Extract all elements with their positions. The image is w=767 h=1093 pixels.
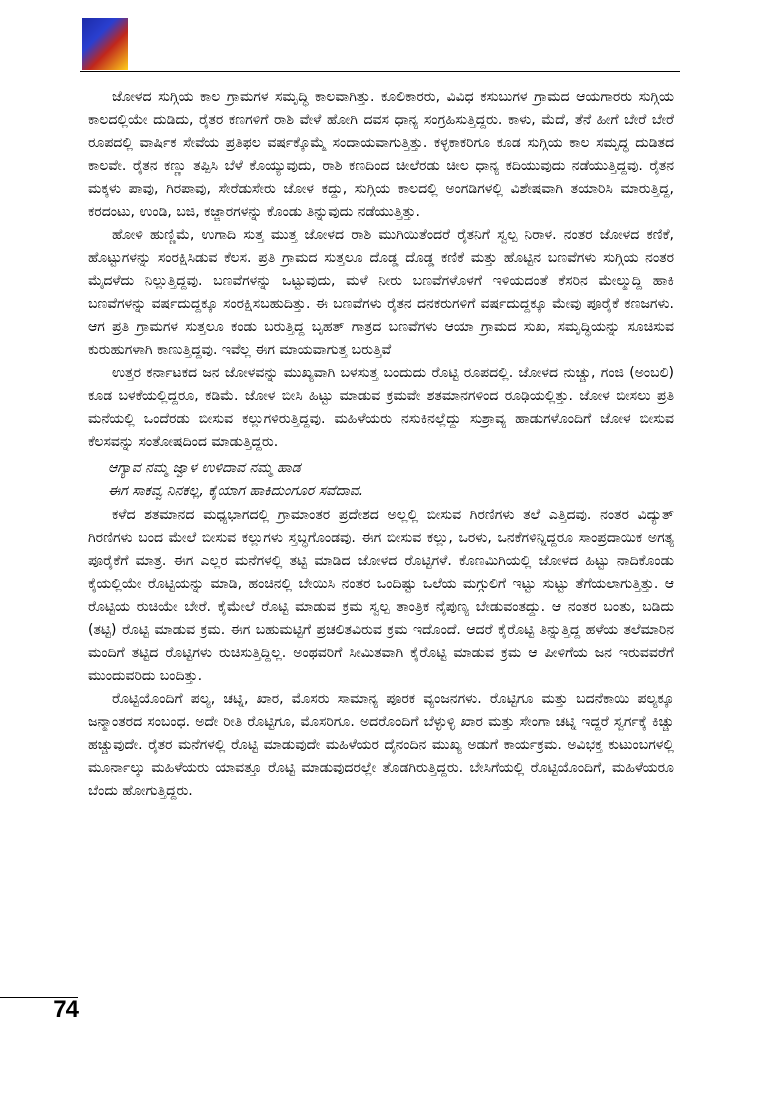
paragraph-5: ರೊಟ್ಟಿಯೊಂದಿಗೆ ಪಲ್ಯ, ಚಟ್ನಿ, ಖಾರ, ಮೊಸರು ಸಾಮಾನ್ಯ ಪೂರಕ ವ್ಯಂಜನಗಳು. ರೊಟ್ಟಿಗೂ ಮತ್ತು ಬದನೆಕಾಯಿ ಪಲ್ಯಕ್ಕೂ ಜನ್ಮಾಂತರದ ಸಂಬಂಧ. ಅದೇ ರೀತಿ ರೊಟ್ಟಿಗೂ, ಮೊಸರಿಗೂ. ಅದರೊಂದಿಗೆ ಬೆಳ್ಳುಳ್ಳಿ ಖಾರ ಮತ್ತು ಸೇಂಗಾ ಚಟ್ನಿ ಇದ್ದರೆ ಸ್ವರ್ಗಕ್ಕೆ ಕಿಚ್ಚು ಹಚ್ಚುವುದೇ. ರೈತರ ಮನೆಗಳಲ್ಲಿ ರೊಟ್ಟಿ ಮಾಡುವುದೇ ಮಹಿಳೆಯರ ದೈನಂದಿನ ಮುಖ್ಯ ಅಡುಗೆ ಕಾರ್ಯಕ್ರಮ. ಅವಿಭಕ್ತ ಕುಟುಂಬಗಳಲ್ಲಿ ಮೂರ್ನಾಲ್ಕು ಮಹಿಳೆಯರು ಯಾವತ್ತೂ ರೊಟ್ಟಿ ಮಾಡುವುದರಲ್ಲೇ ತೊಡಗಿರುತ್ತಿದ್ದರು. ಬೇಸಿಗೆಯಲ್ಲಿ ರೊಟ್ಟಿಯೊಂದಿಗೆ, ಮಹಿಳೆಯರೂ ಬೆಂದು ಹೋಗುತ್ತಿದ್ದರು. (88, 691, 674, 799)
poem-line-2: ಈಗ ಸಾಕವ್ವ ನಿನಕಲ್ಲ, ಕೈಯಾಗ ಹಾಕಿದುಂಗೂರ ಸವೆದಾವ. (108, 483, 364, 499)
paragraph-1: ಜೋಳದ ಸುಗ್ಗಿಯ ಕಾಲ ಗ್ರಾಮಗಳ ಸಮೃದ್ಧಿ ಕಾಲವಾಗಿತ್ತು. ಕೂಲಿಕಾರರು, ವಿವಿಧ ಕಸುಬುಗಳ ಗ್ರಾಮದ ಆಯಗಾರರು ಸುಗ್ಗಿಯ ಕಾಲದಲ್ಲಿಯೇ ದುಡಿದು, ರೈತರ ಕಣಗಳಿಗೆ ರಾಶಿ ವೇಳೆ ಹೋಗಿ ದವಸ ಧಾನ್ಯ ಸಂಗ್ರಹಿಸುತ್ತಿದ್ದರು. ಕಾಳು, ಮೆದೆ, ತೆನೆ ಹೀಗೆ ಬೇರೆ ಬೇರೆ ರೂಪದಲ್ಲಿ ವಾರ್ಷಿಕ ಸೇವೆಯ ಪ್ರತಿಫಲ ವರ್ಷಕ್ಕೊಮ್ಮೆ ಸಂದಾಯವಾಗುತ್ತಿತ್ತು. ಕಳ್ಳಕಾಕರಿಗೂ ಕೂಡ ಸುಗ್ಗಿಯ ಕಾಲ ಸಮೃದ್ಧ ದುಡಿತದ ಕಾಲವೇ. ರೈತನ ಕಣ್ಣು ತಪ್ಪಿಸಿ ಬೆಳೆ ಕೊಯ್ಯುವುದು, ರಾಶಿ ಕಣದಿಂದ ಚೀಲೆರಡು ಚೀಲ ಧಾನ್ಯ ಕದಿಯುವುದು ನಡೆಯುತ್ತಿದ್ದವು. ರೈತನ ಮಕ್ಕಳು ಪಾವು, ಗಿರಪಾವು, ಸೇರೆಡುಸೇರು ಜೋಳ ಕದ್ದು, ಸುಗ್ಗಿಯ ಕಾಲದಲ್ಲಿ ಅಂಗಡಿಗಳಲ್ಲಿ ವಿಶೇಷವಾಗಿ ತಯಾರಿಸಿ ಮಾರುತ್ತಿದ್ದ, ಕರದಂಟು, ಉಂಡಿ, ಬಜಿ, ಕಜ್ಜಾರಗಳನ್ನು ಕೊಂಡು ತಿನ್ನುವುದು ನಡೆಯುತ್ತಿತ್ತು. (88, 89, 674, 220)
paragraph-3: ಉತ್ತರ ಕರ್ನಾಟಕದ ಜನ ಜೋಳವನ್ನು ಮುಖ್ಯವಾಗಿ ಬಳಸುತ್ತ ಬಂದುದು ರೊಟ್ಟಿ ರೂಪದಲ್ಲಿ. ಜೋಳದ ನುಚ್ಚು, ಗಂಜಿ (ಅಂಬಲಿ) ಕೂಡ ಬಳಕೆಯಲ್ಲಿದ್ದರೂ, ಕಡಿಮೆ. ಜೋಳ ಬೀಸಿ ಹಿಟ್ಟು ಮಾಡುವ ಕ್ರಮವೇ ಶತಮಾನಗಳಿಂದ ರೂಢಿಯಲ್ಲಿತ್ತು. ಜೋಳ ಬೀಸಲು ಪ್ರತಿ ಮನೆಯಲ್ಲಿ ಒಂದೆರಡು ಬೀಸುವ ಕಲ್ಲುಗಳಿರುತ್ತಿದ್ದವು. ಮಹಿಳೆಯರು ನಸುಕಿನಲ್ಲೆದ್ದು ಸುಶ್ರಾವ್ಯ ಹಾಡುಗಳೊಂದಿಗೆ ಜೋಳ ಬೀಸುವ ಕೆಲಸವನ್ನು ಸಂತೋಷದಿಂದ ಮಾಡುತ್ತಿದ್ದರು. (88, 365, 674, 450)
poem-line-1: ಆಗ್ಯಾವ ನಮ್ಮ ಜ್ವಾಳ ಉಳಿದಾವ ನಮ್ಮ ಹಾಡ (108, 460, 301, 476)
paragraph-4: ಕಳೆದ ಶತಮಾನದ ಮಧ್ಯಭಾಗದಲ್ಲಿ ಗ್ರಾಮಾಂತರ ಪ್ರದೇಶದ ಅಲ್ಲಲ್ಲಿ ಬೀಸುವ ಗಿರಣಿಗಳು ತಲೆ ಎತ್ತಿದವು. ನಂತರ ವಿದ್ಯುತ್ ಗಿರಣಿಗಳು ಬಂದ ಮೇಲೆ ಬೀಸುವ ಕಲ್ಲುಗಳು ಸ್ತಬ್ಧಗೊಂಡವು. ಈಗ ಬೀಸುವ ಕಲ್ಲು, ಒರಳು, ಒನಕೆಗಳಿನ್ನಿದ್ದರೂ ಸಾಂಪ್ರದಾಯಿಕ ಅಗತ್ಯ ಪೂರೈಕೆಗೆ ಮಾತ್ರ. ಈಗ ಎಲ್ಲರ ಮನೆಗಳಲ್ಲಿ ತಟ್ಟಿ ಮಾಡಿದ ಜೋಳದ ರೊಟ್ಟಿಗಳೆ. ಕೊಣಮಿಗಿಯಲ್ಲಿ ಜೋಳದ ಹಿಟ್ಟು ನಾದಿಕೊಂಡು ಕೈಯಲ್ಲಿಯೇ ರೊಟ್ಟಿಯನ್ನು ಮಾಡಿ, ಹಂಚಿನಲ್ಲಿ ಬೇಯಿಸಿ ನಂತರ ಒಂದಿಷ್ಟು ಒಲೆಯ ಮಗ್ಗುಲಿಗೆ ಇಟ್ಟು ಸುಟ್ಟು ತೆಗೆಯಲಾಗುತ್ತಿತ್ತು. ಆ ರೊಟ್ಟಿಯ ರುಚಿಯೇ ಬೇರೆ. ಕೈಮೇಲೆ ರೊಟ್ಟಿ ಮಾಡುವ ಕ್ರಮ ಸ್ವಲ್ಪ ತಾಂತ್ರಿಕ ನೈಪುಣ್ಯ ಬೇಡುವಂತದ್ದು. ಆ ನಂತರ ಬಂತು, ಬಡಿದು (ತಟ್ಟಿ) ರೊಟ್ಟಿ ಮಾಡುವ ಕ್ರಮ. ಈಗ ಬಹುಮಟ್ಟಿಗೆ ಪ್ರಚಲಿತವಿರುವ ಕ್ರಮ ಇದೊಂದೆ. ಆದರೆ ಕೈರೊಟ್ಟಿ ತಿನ್ನುತ್ತಿದ್ದ ಹಳೆಯ ತಲೆಮಾರಿನ ಮಂದಿಗೆ ತಟ್ಟಿದ ರೊಟ್ಟಿಗಳು ರುಚಿಸುತ್ತಿದ್ದಿಲ್ಲ. ಅಂಥವರಿಗೆ ಸೀಮಿತವಾಗಿ ಕೈರೊಟ್ಟಿ ಮಾಡುವ ಕ್ರಮ ಆ ಪೀಳಿಗೆಯ ಜನ ಇರುವವರೆಗೆ ಮುಂದುವರಿದು ಬಂದಿತ್ತು. (88, 507, 674, 684)
header-rule (80, 71, 680, 72)
publication-logo (82, 18, 128, 70)
folk-song-quote (108, 457, 674, 503)
page-body (88, 86, 674, 803)
page-number: 74 (53, 996, 78, 1023)
paragraph-2: ಹೋಳಿ ಹುಣ್ಣಿಮೆ, ಉಗಾದಿ ಸುತ್ತ ಮುತ್ತ ಜೋಳದ ರಾಶಿ ಮುಗಿಯಿತೆಂದರೆ ರೈತನಿಗೆ ಸ್ವಲ್ಪ ನಿರಾಳ. ನಂತರ ಜೋಳದ ಕಣಿಕೆ, ಹೊಟ್ಟುಗಳನ್ನು ಸಂರಕ್ಷಿಸಿಡುವ ಕೆಲಸ. ಪ್ರತಿ ಗ್ರಾಮದ ಸುತ್ತಲೂ ದೊಡ್ಡ ದೊಡ್ಡ ಕಣಿಕೆ ಮತ್ತು ಹೊಟ್ಟಿನ ಬಣವೆಗಳು ಸುಗ್ಗಿಯ ನಂತರ ಮೈದಳೆದು ನಿಲ್ಲುತ್ತಿದ್ದವು. ಬಣವೆಗಳನ್ನು ಒಟ್ಟುವುದು, ಮಳೆ ನೀರು ಬಣವೆಗಳೊಳಗೆ ಇಳಿಯದಂತೆ ಕೆಸರಿನ ಮೇಲ್ಮುದ್ದಿ ಹಾಕಿ ಬಣವೆಗಳನ್ನು ವರ್ಷದುದ್ದಕ್ಕೂ ಸಂರಕ್ಷಿಸಬಹುದಿತ್ತು. ಈ ಬಣವೆಗಳು ರೈತನ ದನಕರುಗಳಿಗೆ ವರ್ಷದುದ್ದಕ್ಕೂ ಮೇವು ಪೂರೈಕೆ ಕಣಜಗಳು. ಆಗ ಪ್ರತಿ ಗ್ರಾಮಗಳ ಸುತ್ತಲೂ ಕಂಡು ಬರುತ್ತಿದ್ದ ಬೃಹತ್ ಗಾತ್ರದ ಬಣವೆಗಳು ಆಯಾ ಗ್ರಾಮದ ಸುಖ, ಸಮೃದ್ಧಿಯನ್ನು ಸೂಚಿಸುವ ಕುರುಹುಗಳಾಗಿ ಕಾಣುತ್ತಿದ್ದವು. ಇವೆಲ್ಲ ಈಗ ಮಾಯವಾಗುತ್ತ ಬರುತ್ತಿವೆ (88, 227, 674, 358)
